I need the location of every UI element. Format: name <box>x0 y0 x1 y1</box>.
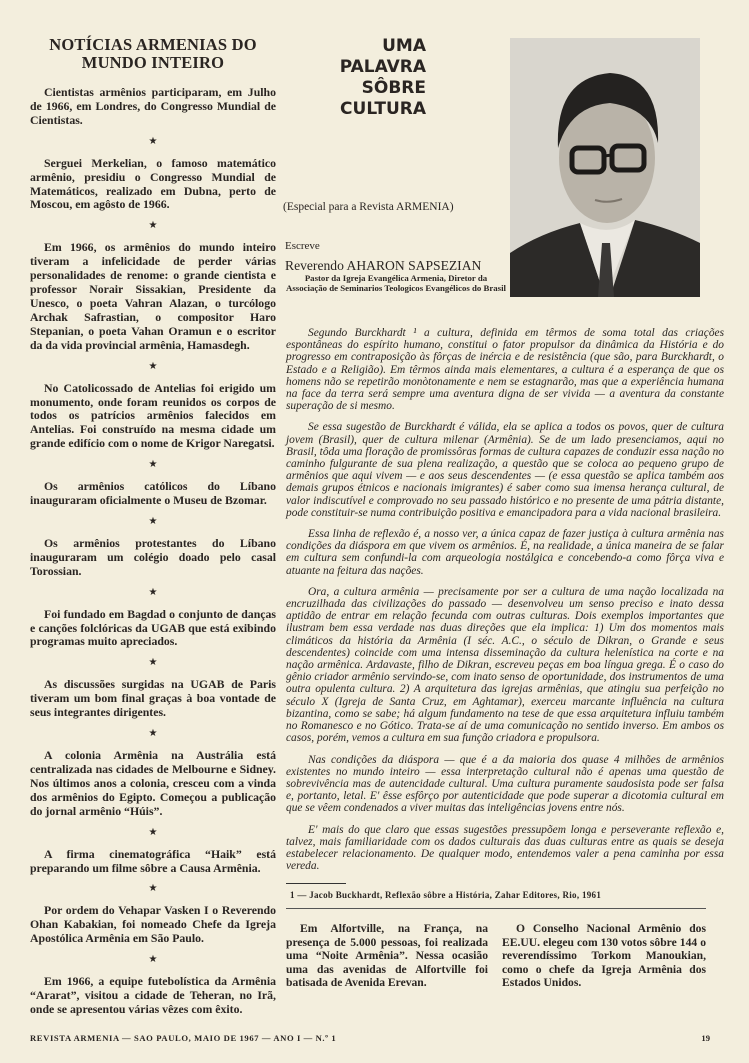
news-item: O Conselho Nacional Armênio dos EE.UU. elegeu com 130 votos sôbre 144 o reverendíssimo Torkom Manoukian, como o chefe da Igreja Armênia dos Estados Unidos. <box>502 922 706 989</box>
section-divider <box>286 908 706 909</box>
article-paragraph: Se essa sugestão de Burckhardt é válida, ela se aplica a todos os povos, quer de cultura jovem (Brasil), quer de cultura milenar (Armênia). Se de um lado presenciamos, aqui no Brasil, tôda uma floração de promissôras formas de cultura capazes de conduzir essa nação no caminho fulgurante de sua plena realização, a questão que se coloca ao pequeno grupo de armênios que aqui vivem — e aos seus descendentes — (e essa questão se aplica também aos demais grupos étnicos e nacionais imigrantes) é saber como sua imensa herança cultural, de valor indiscutível e comprovado no seu passado histórico e no presente de uma pátria distante, pode constituir-se numa contribuição positiva e emancipadora para a vida nacional brasileira. <box>286 421 724 519</box>
byline-writes: Escreve <box>285 240 320 252</box>
star-separator: ★ <box>148 826 158 838</box>
article-paragraph: Essa linha de reflexão é, a nosso ver, a única capaz de fazer justiça à cultura armênia nas condições da diáspora em que vivem os armênios. É, na realidade, a única maneira de se falar em cultura sem confundi-la com arqueologia nostálgica e concebendo-a como fôrça viva e atuante na feitura das nações. <box>286 528 724 577</box>
bottom-news-2 <box>502 922 706 989</box>
star-separator: ★ <box>148 220 158 232</box>
star-separator: ★ <box>148 459 158 471</box>
article-paragraph: Ora, a cultura armênia — precisamente por ser a cultura de uma nação localizada na encruzilhada das civilizações do passado — desenvolveu um senso preciso e inato dessa aptidão de entrar em relação fecunda com outras culturas. Dois exemplos importantes que ilustram bem essa verdade nas duas direções que ela implica: 1) Um dos momentos mais climáticos da história da Armênia (I séc. A.C., o século de Dikran, o Grande e seus descendentes) coincide com uma intensa disseminação da cultura helenística na corte e na nação armênica. Ardavaste, filho de Dikran, escreveu peças em boa língua grega. É o caso do gênio criador armênio servindo-se, com inato senso de oportunidade, dos instrumentos de uma outra opulenta cultura. 2) A arquitetura das igrejas armênias, que atingiu sua perfeição no século X (Igreja de Santa Cruz, em Aghtamar), exerceu marcante influência na cultura bizantina, como se sabe; há algum fundamento na tese de que essa arquitetura influiu também no Romanesco e no Gótico. Trata-se aí de uma comunicação no sentido inverso. Em ambos os casos, porém, vemos a cultura em sua função criadora e propulsora. <box>286 585 724 745</box>
article-paragraph: Segundo Burckhardt ¹ a cultura, definida em têrmos de soma total das criações espontâneas do espírito humano, constitui o fator propulsor da dinâmica da História e do progresso em contraposição às fôrças de inércia e de resistência (que são, para Burckhardt, o Estado e a Religião). Em têrmos ainda mais elementares, a cultura é a esperança de que os homens não se repetirão monòtonamente e nem se estagnarão, mas que a experiência humana na face da terra será sempre uma aventura digna de ser vivida — a aventura da constante superação de si mesmo. <box>286 327 724 413</box>
page-number: 19 <box>701 1032 710 1043</box>
article-column <box>283 36 726 989</box>
article-body <box>286 327 724 881</box>
news-item: A colonia Armênia na Austrália está centralizada nas cidades de Melbourne e Sidney. Nos últimos anos a colonia, cresceu com a vinda dos armênios do Egipto. Começou a publicação do jornal armênio “Húis”. <box>30 748 276 818</box>
author-name: Reverendo AHARON SAPSEZIAN <box>285 258 482 273</box>
bottom-news <box>286 922 706 989</box>
star-separator: ★ <box>148 360 158 372</box>
news-item: A firma cinematográfica “Haik” está preparando um filme sôbre a Causa Armênia. <box>30 846 276 875</box>
news-column <box>30 36 276 1017</box>
news-column-title: NOTÍCIAS ARMENIAS DO MUNDO INTEIRO <box>49 35 257 72</box>
news-list <box>30 86 276 1017</box>
star-separator: ★ <box>148 657 158 669</box>
footnote: 1 — Jacob Buckhardt, Reflexão sôbre a História, Zahar Editores, Rio, 1961 <box>290 890 602 901</box>
byline <box>285 240 507 294</box>
news-item: No Catolicossado de Antelias foi erigido um monumento, onde foram reunidos os corpos de todos os patrícios armênios falecidos em Antelias. Foi construído na mesma cidade um grande edifício com o nome de Krigor Naregatsi. <box>30 380 276 451</box>
news-item: Em Alfortville, na França, na presença de 5.000 pessoas, foi realizada uma “Noite Armênia”. Nessa ocasião uma das avenidas de Alfortville foi batisada de Avenida Erevan. <box>286 922 488 989</box>
footer-row <box>30 1033 710 1043</box>
bottom-news-1 <box>286 922 488 989</box>
title-line: PALAVRA <box>339 57 426 77</box>
star-separator: ★ <box>148 135 158 147</box>
star-separator: ★ <box>148 883 158 895</box>
page-grid <box>30 36 749 1017</box>
news-item: Por ordem do Vehapar Vasken I o Reverendo Ohan Kabakian, foi nomeado Chefe da Igreja Apostólica Armênia em São Paulo. <box>30 903 276 946</box>
star-separator: ★ <box>148 728 158 740</box>
title-line: CULTURA <box>340 99 426 119</box>
article-title <box>298 36 426 120</box>
news-item: As discussões surgidas na UGAB de Paris tiveram um bom final graças à boa vontade de seus integrantes dirigentes. <box>30 677 276 720</box>
news-item: Os armênios protestantes do Líbano inauguraram um colégio doado pelo casal Torossian. <box>30 535 276 578</box>
footnote-divider <box>286 883 346 884</box>
news-item: Em 1966, os armênios do mundo inteiro tiveram a infelicidade de perder várias personalidades de renome: o grande cientista e professor Norair Sissakian, Presidente da Unesco, o poeta Vahran Alazan, o turcólogo Archak Safrastian, o compositor Haro Stepanian, o poeta Vahan Oramun e o escritor da da vida provincial armênia, Hamasdegh. <box>30 240 276 352</box>
news-item: Serguei Merkelian, o famoso matemático armênio, presidiu o Congresso Mundial de Matemáticos, realizado em Dubna, perto de Moscou, em agôsto de 1966. <box>30 155 276 212</box>
author-role: Pastor da Igreja Evangélica Armenia, Diretor da Associação de Seminarios Teologicos Evangélicos do Brasil <box>286 273 506 293</box>
news-item: Cientistas armênios participaram, em Julho de 1966, em Londres, do Congresso Mundial de Cientistas. <box>30 85 276 127</box>
title-line: SÔBRE <box>361 78 426 98</box>
author-photo <box>510 38 700 297</box>
special-note: (Especial para a Revista ARMENIA) <box>283 201 454 213</box>
title-line: UMA <box>382 36 426 56</box>
news-item: Em 1966, a equipe futebolística da Armênia “Ararat”, visitou a cidade de Teheran, no Irã, onde se apresentou várias vêzes com êxito. <box>30 974 276 1016</box>
news-item: Foi fundado em Bagdad o conjunto de danças e canções folclóricas da UGAB que está exibindo programas muito apreciados. <box>30 606 276 649</box>
star-separator: ★ <box>148 586 158 598</box>
news-item: Os armênios católicos do Líbano inauguraram oficialmente o Museu de Bzomar. <box>30 479 276 508</box>
star-separator: ★ <box>148 954 158 966</box>
article-header <box>283 36 726 327</box>
page-footer: REVISTA ARMENIA — SAO PAULO, MAIO DE 1967 — ANO I — N.º 1 <box>30 1032 337 1043</box>
article-paragraph: E' mais do que claro que essas sugestões pressupõem longa e perseverante reflexão e, talvez, mais familiaridade com os dados culturais das duas culturas entre as quais se deseja estabelecer relacionamento. De qualquer modo, entendemos valer a pena caminha por essa vereda. <box>286 823 724 873</box>
star-separator: ★ <box>148 515 158 527</box>
article-paragraph: Nas condições da diáspora — que é a da maioria dos quase 4 milhões de armênios existentes no mundo inteiro — essa interpretação cultural não é apenas uma questão de sobrevivência mas de autencidade cultural. Uma cultura puramente saudosista pode ser falsa e, portanto, letal. E' êsse esfôrço por autenticidade que pode superar a dicotomia cultural em que se vêem condenados a viver muitas das inteligências jovens entre nós. <box>286 753 724 815</box>
